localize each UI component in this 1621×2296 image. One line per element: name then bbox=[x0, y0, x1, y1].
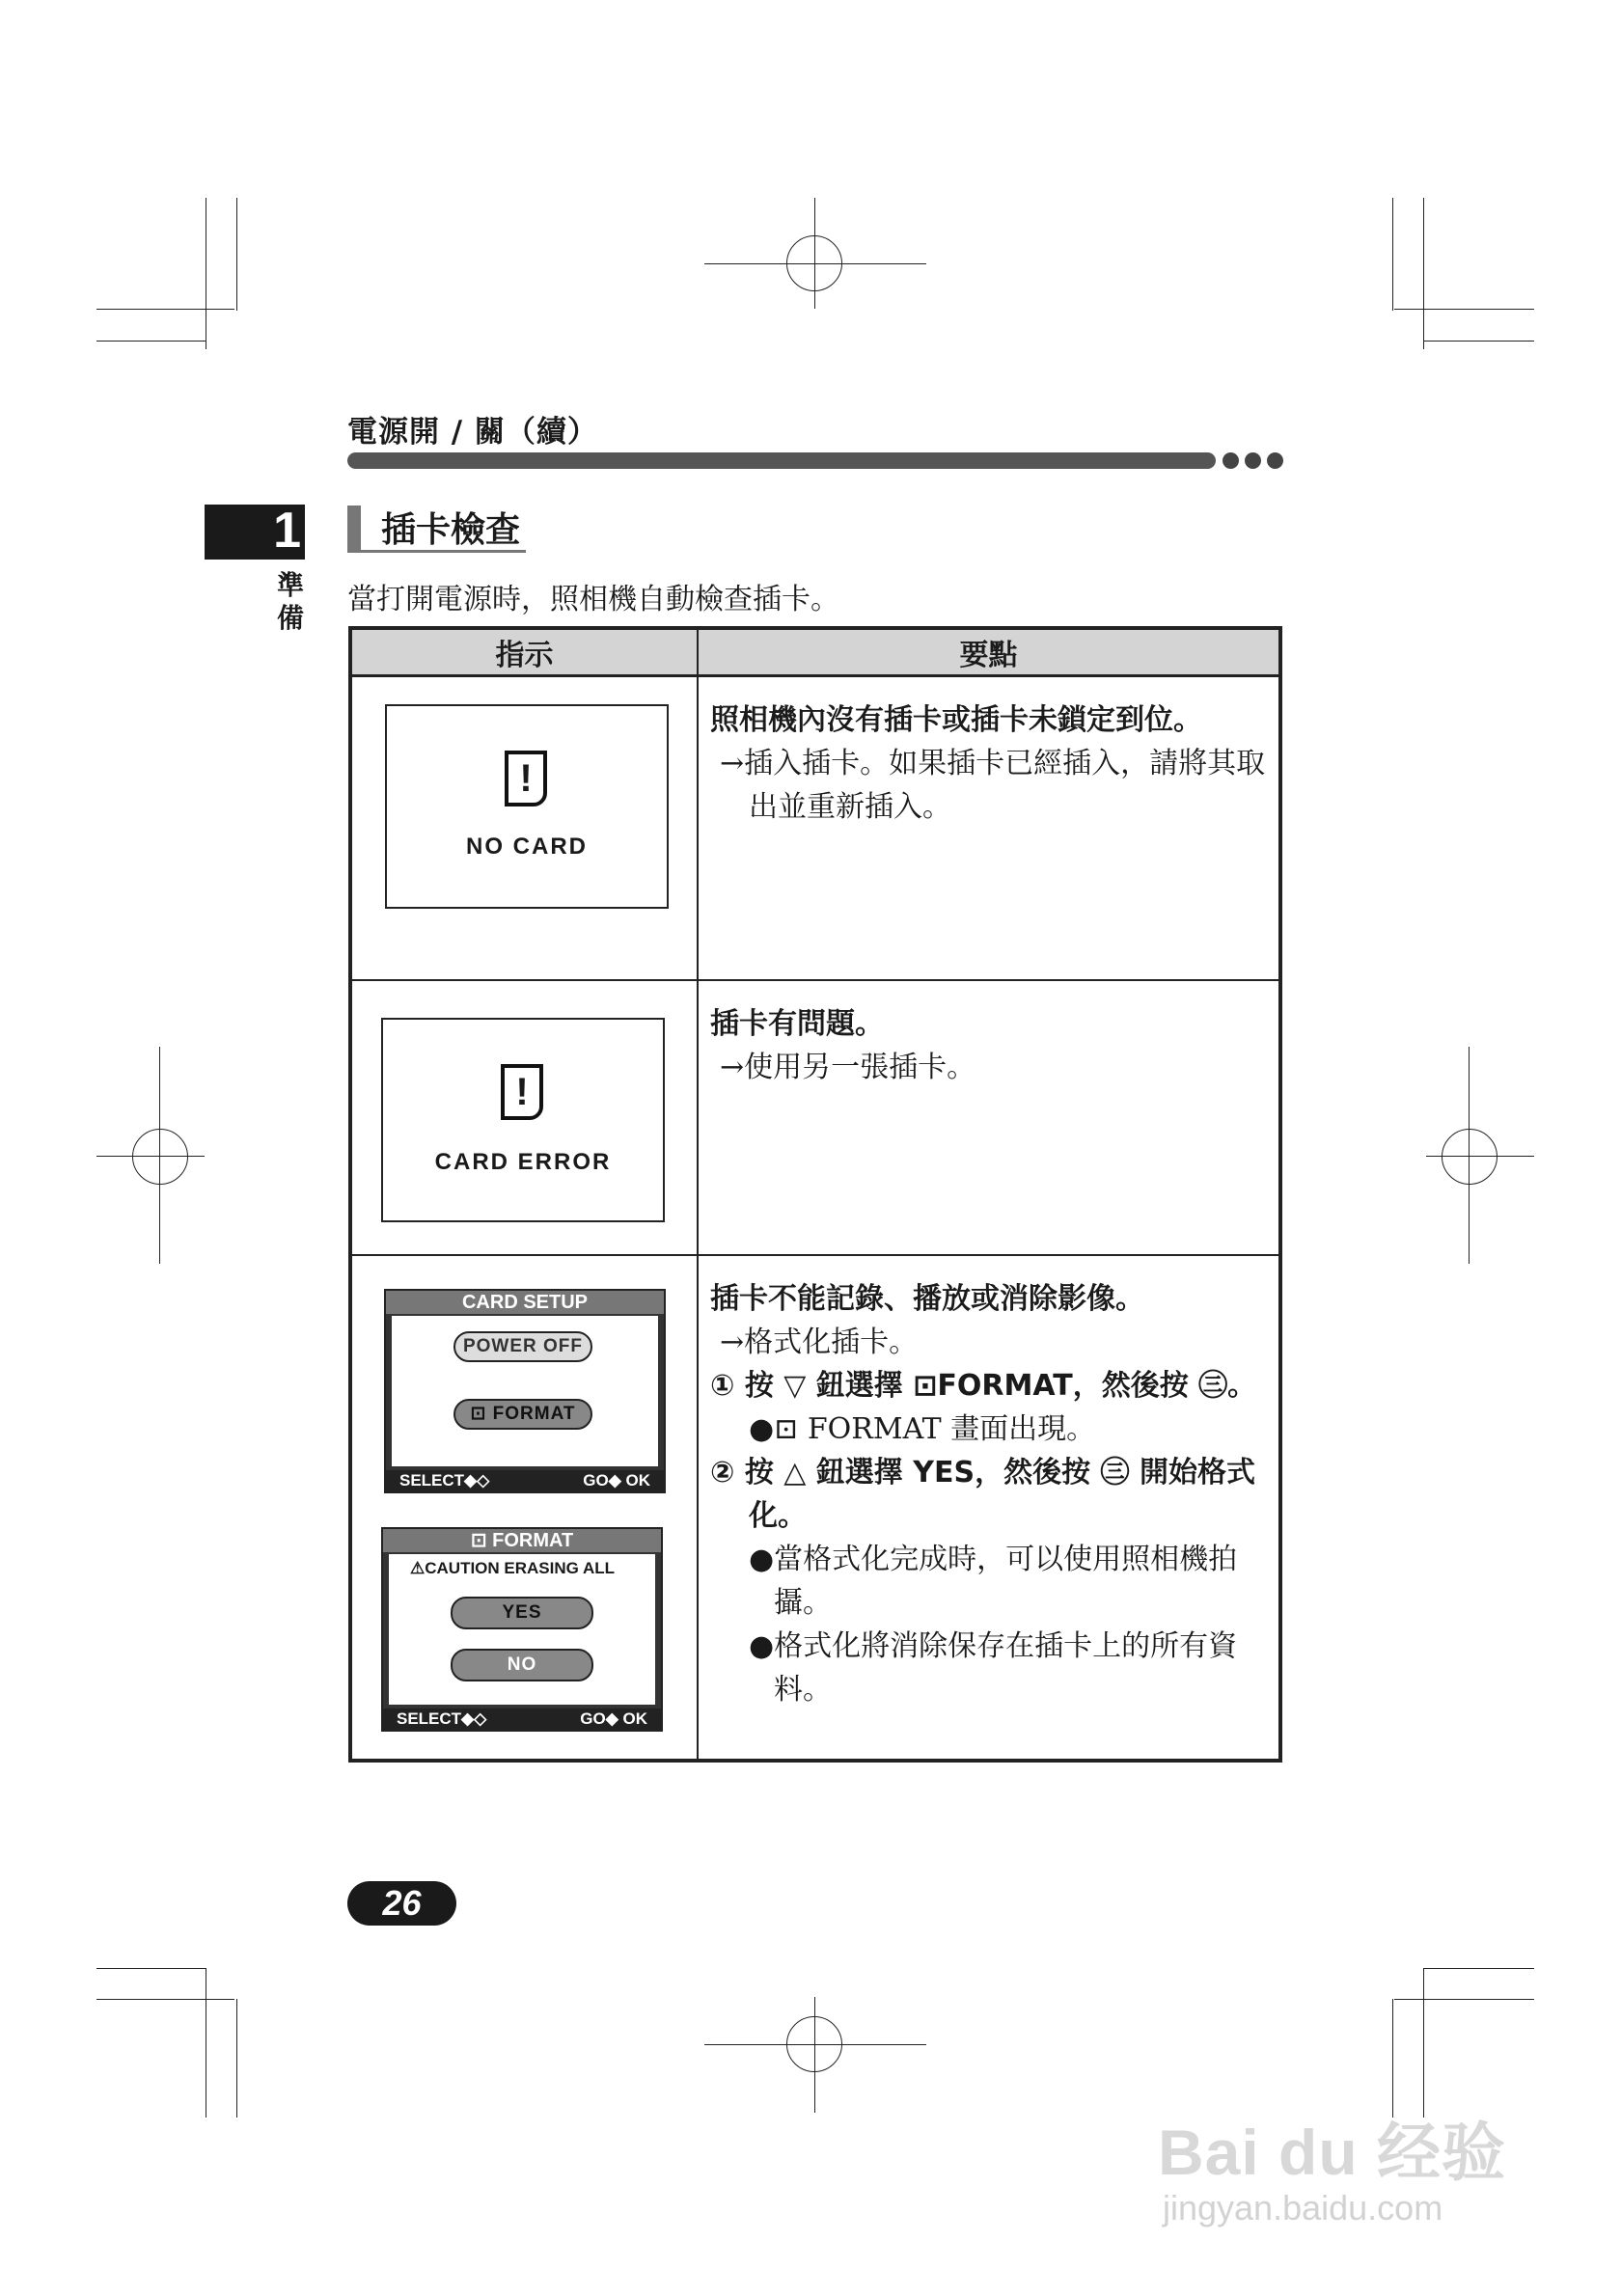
registration-mark bbox=[786, 2016, 842, 2072]
screen-message: CARD ERROR bbox=[434, 1149, 612, 1175]
note-heading: 照相機內沒有插卡或插卡未鎖定到位。 bbox=[710, 703, 1202, 737]
watermark-logo: Bai du 经验 bbox=[1158, 2117, 1507, 2188]
chapter-label: 準備 bbox=[276, 569, 304, 634]
bullet-cont: 攝。 bbox=[774, 1586, 832, 1620]
table-row bbox=[350, 676, 1280, 981]
watermark-url: jingyan.baidu.com bbox=[1163, 2188, 1443, 2228]
crop-mark bbox=[96, 309, 234, 310]
card-setup-lcd bbox=[384, 1289, 666, 1493]
note-line: →格式化插卡。 bbox=[720, 1326, 919, 1359]
yes-option: YES bbox=[451, 1597, 593, 1629]
note-heading: 插卡有問題。 bbox=[710, 1007, 884, 1041]
bullet-line: ●格式化將消除保存在插卡上的所有資 bbox=[749, 1629, 1238, 1663]
note-line: →使用另一張插卡。 bbox=[720, 1051, 976, 1084]
caution-text: ⚠CAUTION ERASING ALL bbox=[410, 1559, 615, 1577]
header-dot bbox=[1267, 452, 1283, 469]
warning-icon: ! bbox=[501, 1064, 543, 1120]
notes-cell bbox=[698, 676, 1280, 981]
crop-mark bbox=[236, 198, 237, 311]
notes-cell bbox=[698, 980, 1280, 1255]
header-dot bbox=[1223, 452, 1239, 469]
select-hint: SELECT◆◇ bbox=[397, 1709, 487, 1728]
header-rule bbox=[347, 452, 1216, 469]
crop-mark bbox=[96, 1968, 206, 1969]
select-hint: SELECT◆◇ bbox=[399, 1471, 490, 1490]
card-check-table bbox=[348, 626, 1282, 1763]
section-intro: 當打開電源時，照相機自動檢查插卡。 bbox=[347, 583, 839, 616]
chapter-number: 1 bbox=[273, 503, 301, 559]
bullet-line: ●當格式化完成時，可以使用照相機拍 bbox=[749, 1543, 1238, 1576]
crop-mark bbox=[1394, 1999, 1534, 2000]
power-off-option: POWER OFF bbox=[453, 1331, 592, 1362]
registration-mark bbox=[786, 235, 842, 291]
column-header-indicator: 指示 bbox=[350, 628, 698, 676]
go-hint: GO◆ OK bbox=[583, 1471, 650, 1490]
format-icon: ⊡ bbox=[470, 1404, 487, 1424]
column-header-notes: 要點 bbox=[698, 628, 1280, 676]
registration-mark bbox=[1442, 1129, 1497, 1185]
crop-mark bbox=[1392, 1999, 1393, 2118]
note-line: →插入插卡。如果插卡已經插入，請將其取 bbox=[720, 747, 1266, 780]
format-option bbox=[453, 1399, 592, 1430]
registration-mark bbox=[132, 1129, 188, 1185]
crop-mark bbox=[236, 1999, 237, 2118]
lcd-title: CARD SETUP bbox=[386, 1291, 664, 1314]
lcd-body bbox=[389, 1554, 655, 1705]
indicator-cell bbox=[350, 1255, 698, 1761]
no-card-screen bbox=[385, 704, 669, 909]
warning-icon: ! bbox=[505, 751, 547, 806]
step-2-cont: 化。 bbox=[749, 1499, 807, 1533]
header-dot bbox=[1245, 452, 1261, 469]
crop-mark bbox=[1423, 198, 1424, 349]
crop-mark bbox=[1394, 309, 1534, 310]
note-line: 出並重新插入。 bbox=[749, 790, 951, 824]
notes-cell bbox=[698, 1255, 1280, 1761]
step-2: ② 按 △ 鈕選擇 YES，然後按 ㊂ 開始格式 bbox=[710, 1456, 1255, 1490]
lcd-title: ⊡ FORMAT bbox=[383, 1529, 661, 1552]
note-heading: 插卡不能記錄、播放或消除影像。 bbox=[710, 1282, 1144, 1316]
lcd-body bbox=[392, 1316, 658, 1466]
crop-mark bbox=[96, 1999, 234, 2000]
section-underline bbox=[347, 550, 526, 553]
crop-mark bbox=[1392, 198, 1393, 311]
crop-mark bbox=[96, 341, 206, 342]
page-number: 26 bbox=[347, 1881, 456, 1926]
table-row bbox=[350, 980, 1280, 1255]
crop-mark bbox=[1423, 341, 1534, 342]
table-row bbox=[350, 1255, 1280, 1761]
screen-message: NO CARD bbox=[466, 834, 588, 860]
note-line: ●⊡ FORMAT 畫面出現。 bbox=[749, 1412, 1096, 1446]
step-1: ① 按 ▽ 鈕選擇 ⊡FORMAT，然後按 ㊂。 bbox=[710, 1369, 1257, 1403]
go-hint: GO◆ OK bbox=[580, 1709, 647, 1728]
running-header: 電源開 / 關（續） bbox=[347, 415, 598, 450]
crop-mark bbox=[1423, 1968, 1424, 2118]
card-error-screen bbox=[381, 1018, 665, 1222]
section-marker bbox=[347, 506, 361, 550]
bullet-cont: 料。 bbox=[774, 1673, 832, 1707]
section-title: 插卡檢查 bbox=[381, 510, 521, 550]
lcd-footer bbox=[386, 1470, 664, 1491]
indicator-cell bbox=[350, 676, 698, 981]
format-lcd bbox=[381, 1527, 663, 1732]
crop-mark bbox=[1423, 1968, 1534, 1969]
no-option: NO bbox=[451, 1649, 593, 1681]
indicator-cell bbox=[350, 980, 698, 1255]
lcd-footer bbox=[383, 1708, 661, 1730]
format-label: FORMAT bbox=[492, 1404, 576, 1424]
